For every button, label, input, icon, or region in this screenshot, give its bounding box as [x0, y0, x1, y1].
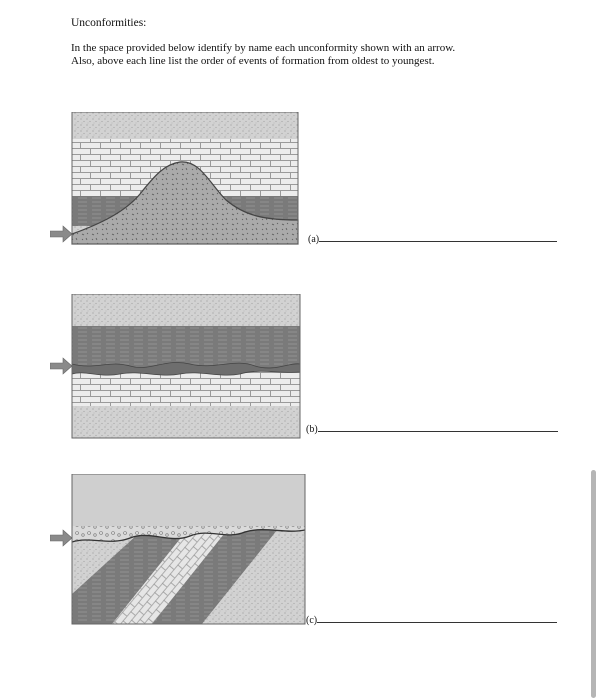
answer-line-a[interactable]: [308, 234, 557, 245]
diagram-a: [50, 112, 300, 252]
answer-label: (a): [308, 234, 320, 245]
answer-line-b[interactable]: [306, 424, 558, 435]
instruction-line: Also, above each line list the order of events of formation from oldest to youngest.: [71, 55, 435, 67]
answer-line-c[interactable]: [306, 615, 557, 626]
diagram-c: [50, 474, 310, 634]
arrow-icon: [50, 226, 72, 242]
diagram-b: [50, 294, 305, 444]
answer-label: (b): [306, 424, 318, 435]
arrow-icon: [50, 358, 72, 374]
instruction-line: In the space provided below identify by name each unconformity shown with an arrow.: [71, 42, 456, 54]
scrollbar[interactable]: [591, 470, 596, 698]
instructions: [71, 42, 531, 68]
page-title: Unconformities:: [71, 17, 147, 29]
answer-label: (c): [306, 615, 318, 626]
arrow-icon: [50, 530, 72, 546]
